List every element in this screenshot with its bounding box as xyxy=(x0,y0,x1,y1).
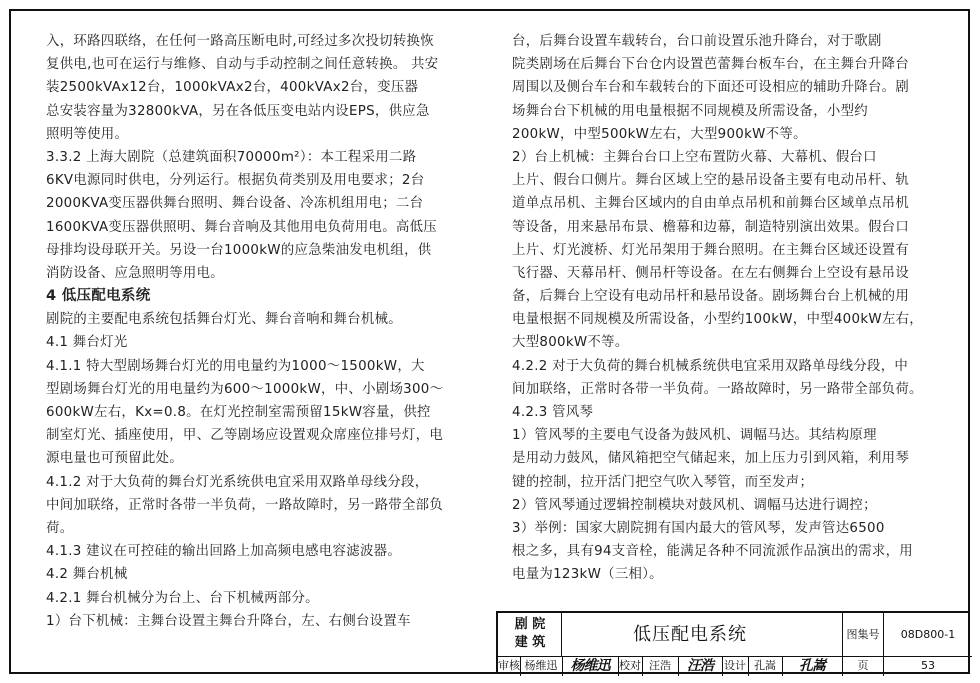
category-line-1: 剧 院 xyxy=(514,617,546,632)
review-signature: 杨维迅 xyxy=(570,658,610,674)
text-line: 型剧场舞台灯光的用电量约为600～1000kW，中、小剧场300～ xyxy=(46,381,444,397)
text-line: 备，后舞台上空设有电动吊杆和悬吊设备。剧场舞台台上机械的用 xyxy=(512,289,910,305)
text-line: 电量为123kW（三相）。 xyxy=(512,567,663,583)
review-name: 杨维迅 xyxy=(524,659,558,672)
text-line: 源电量也可预留此处。 xyxy=(46,451,183,467)
text-line: 4.1.2 对于大负荷的舞台灯光系统供电宜采用双路单母线分段， xyxy=(46,474,429,490)
text-line: 场舞台台下机械的用电量根据不同规模及所需设备，小型约 xyxy=(512,103,868,119)
text-line: 荷。 xyxy=(46,520,74,536)
text-line: 200kW，中型500kW左右，大型900kW不等。 xyxy=(512,126,807,142)
text-line: 等设备，用来悬吊布景、檐幕和边幕，制造特别演出效果。假台口 xyxy=(512,219,910,235)
text-line: 4.2.2 对于大负荷的舞台机械系统供电宜采用双路单母线分段，中 xyxy=(512,358,909,374)
text-line: 4.1.1 特大型剧场舞台灯光的用电量约为1000～1500kW，大 xyxy=(46,358,425,374)
text-line: 飞行器、天幕吊杆、侧吊杆等设备。在左右侧舞台上空设有悬吊设 xyxy=(512,265,910,281)
text-line: 复供电,也可在运行与维修、自动与手动控制之间任意转换。 共安 xyxy=(46,57,439,73)
check-signature: 汪浩 xyxy=(687,658,713,674)
title-block xyxy=(496,611,970,674)
check-name: 汪浩 xyxy=(649,659,671,672)
text-line: 1）台下机械：主舞台设置主舞台升降台，左、右侧台设置车 xyxy=(46,613,411,629)
drawing-category xyxy=(498,613,562,656)
text-line: 2）台上机械：主舞台台口上空布置防火幕、大幕机、假台口 xyxy=(512,149,877,165)
text-line: 上片、灯光渡桥、灯光吊架用于舞台照明。在主舞台区域还设置有 xyxy=(512,242,910,258)
text-line: 2000KVA变压器供舞台照明、舞台设备、冷冻机组用电；二台 xyxy=(46,196,424,212)
design-name: 孔嵩 xyxy=(754,659,776,672)
text-line: 台，后舞台设置车载转台，台口前设置乐池升降台，对于歌剧 xyxy=(512,34,882,49)
text-line: 上片、假台口侧片。舞台区域上空的悬吊设备主要有电动吊杆、轨 xyxy=(512,173,910,189)
check-label: 校对 xyxy=(619,659,641,672)
text-line: 母排均设母联开关。另设一台1000kW的应急柴油发电机组，供 xyxy=(46,242,432,258)
right-text-column xyxy=(512,30,944,587)
design-signature: 孔嵩 xyxy=(799,658,825,674)
text-line: 照明等使用。 xyxy=(46,126,129,142)
text-line: 电量根据不同规模及所需设备，小型约100kW，中型400kW左右， xyxy=(512,312,923,328)
text-line: 大型800kW不等。 xyxy=(512,335,629,351)
text-line: 4.1.3 建议在可控硅的输出回路上加高频电感电容滤波器。 xyxy=(46,544,402,560)
text-line: 间加联络，正常时各带一半负荷。一路故障时，另一路带全部负荷。 xyxy=(512,381,923,397)
text-line: 制室灯光、插座使用，甲、乙等剧场应设置观众席座位排号灯，电 xyxy=(46,428,444,444)
text-line: 装2500kVAx12台，1000kVAx2台，400kVAx2台，变压器 xyxy=(46,80,419,96)
page-label: 页 xyxy=(857,659,869,672)
text-line: 周围以及侧台车台和车载转台的下面还可设相应的辅助升降台。剧 xyxy=(512,80,910,96)
text-line: 总安装容量为32800kVA，另在各低压变电站内设EPS，供应急 xyxy=(46,103,430,119)
text-line: 院类剧场在后舞台下台仓内设置芭蕾舞台板车台，在主舞台升降台 xyxy=(512,57,910,73)
atlas-code: 08D800-1 xyxy=(900,628,956,641)
design-label: 设计 xyxy=(724,659,746,672)
text-line: 是用动力鼓风，储风箱把空气储起来，加上压力引到风箱，利用琴 xyxy=(512,451,910,467)
text-line: 消防设备、应急照明等用电。 xyxy=(46,265,224,281)
text-line: 剧院的主要配电系统包括舞台灯光、舞台音响和舞台机械。 xyxy=(46,312,402,328)
text-line: 道单点吊机、主舞台区域内的自由单点吊机和前舞台区域单点吊机 xyxy=(512,196,910,212)
text-line: 4.2 舞台机械 xyxy=(46,567,128,583)
text-line: 键的控制，拉开活门把空气吹入琴管，而至发声； xyxy=(512,474,814,490)
review-label: 审核 xyxy=(498,659,520,672)
section-heading: 4 低压配电系统 xyxy=(46,288,151,305)
text-line: 2）管风琴通过逻辑控制模块对鼓风机、调幅马达进行调控； xyxy=(512,497,877,513)
left-text-column xyxy=(46,30,474,633)
category-line-2: 建 筑 xyxy=(514,635,546,650)
text-line: 4.1 舞台灯光 xyxy=(46,335,128,351)
text-line: 4.2.1 舞台机械分为台上、台下机械两部分。 xyxy=(46,590,319,606)
atlas-label: 图集号 xyxy=(846,628,880,641)
text-line: 600kW左右，Kx=0.8。在灯光控制室需预留15kW容量，供控 xyxy=(46,405,431,420)
text-line: 1600KVA变压器供照明、舞台音响及其他用电负荷用电。高低压 xyxy=(46,219,437,235)
text-line: 1）管风琴的主要电气设备为鼓风机、调幅马达。其结构原理 xyxy=(512,428,877,444)
text-line: 4.2.3 管风琴 xyxy=(512,405,594,420)
drawing-title: 低压配电系统 xyxy=(633,624,747,645)
text-line: 3）举例：国家大剧院拥有国内最大的管风琴，发声管达6500 xyxy=(512,520,885,536)
text-line: 入，环路四联络，在任何一路高压断电时,可经过多次投切转换恢 xyxy=(46,34,434,49)
text-line: 中间加联络，正常时各带一半负荷，一路故障时，另一路带全部负 xyxy=(46,497,444,513)
text-line: 6KV电源同时供电，分列运行。根据负荷类别及用电要求；2台 xyxy=(46,173,425,189)
text-line: 根之多，具有94支音栓，能满足各种不同流派作品演出的需求，用 xyxy=(512,544,913,560)
page-number: 53 xyxy=(921,659,935,672)
text-line: 3.3.2 上海大剧院（总建筑面积70000m²）：本工程采用二路 xyxy=(46,149,417,165)
